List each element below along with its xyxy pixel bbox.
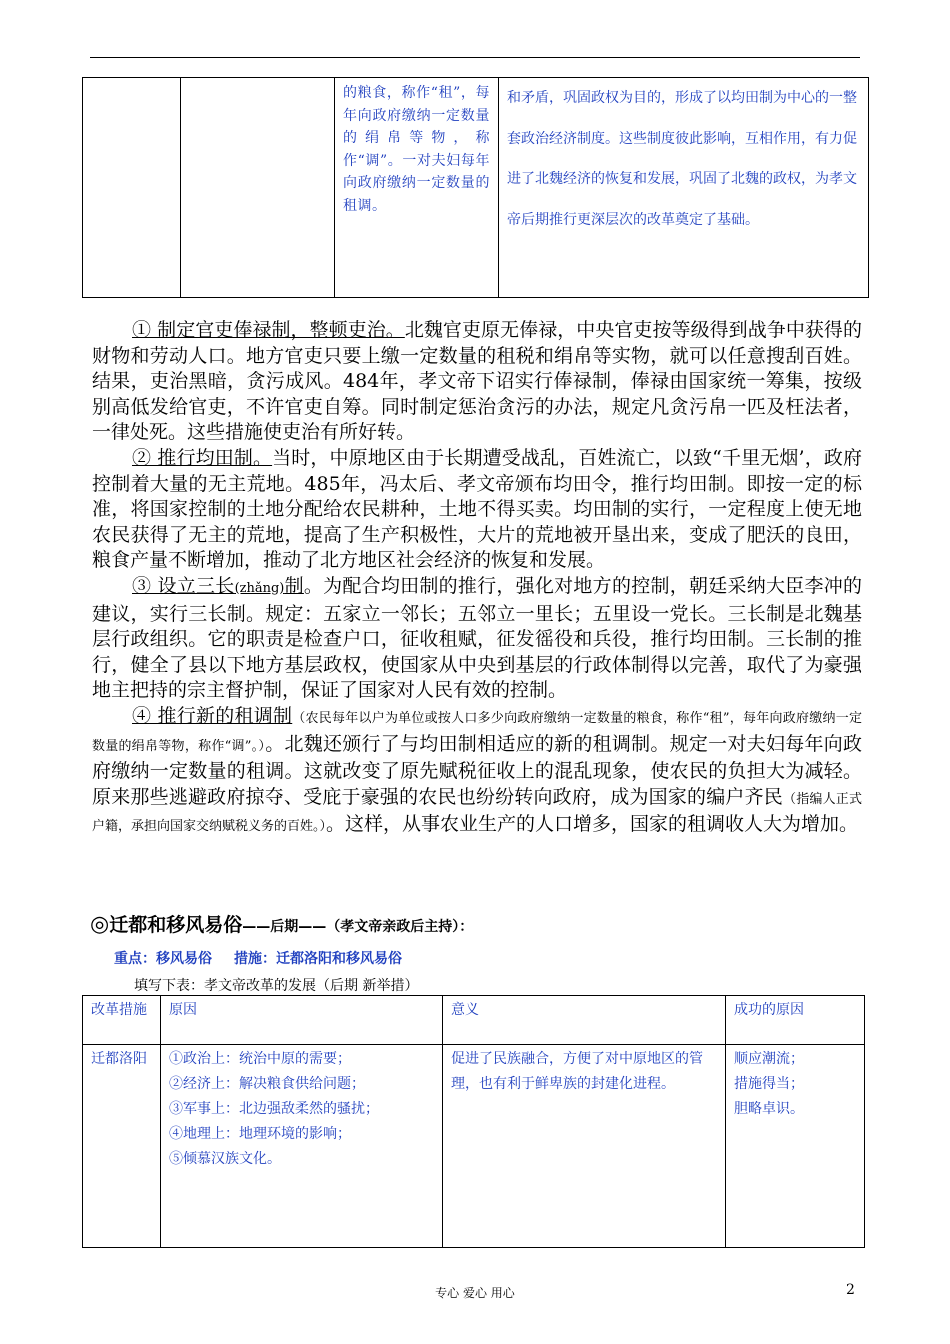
heading-three-chiefs-a: ③ 设立三长 [132,574,235,597]
note-tax-system: （农民每年以户为单位或按人口多少向政府缴纳一定数量的粮食，称作“租”，每年向政府缴纳一定数量的绢帛等物，称作“调”。） [92,710,862,754]
header-measure: 改革措施 [83,996,161,1045]
success-item: 胆略卓识。 [734,1101,804,1117]
cause-item: ①政治上：统治中原的需要； [169,1051,351,1067]
header-success: 成功的原因 [726,996,865,1045]
success-item: 顺应潮流； [734,1051,804,1067]
key-points [114,948,402,968]
measure-label: 措施：迁都洛阳和移风易俗 [234,951,402,967]
reform-paragraphs [92,318,862,840]
paragraph-tax-system [92,704,862,840]
cause-item: ④地理上：地理环境的影响； [169,1126,351,1142]
cell-causes [161,1045,443,1248]
paragraph-equal-field [92,446,862,574]
heading-salary-system: ① 制定官吏俸禄制，整顿吏治。 [132,319,405,341]
header-significance: 意义 [443,996,726,1045]
heading-three-chiefs-b: 制 [284,574,304,597]
heading-tax-system: ④ 推行新的租调制 [132,704,293,727]
section-subtitle: ——后期——（孝文帝亲政后主持）： [242,919,474,935]
cause-item: ②经济上：解决粮食供给问题； [169,1076,365,1092]
header-rule [90,57,860,58]
reform-table [82,995,865,1248]
page-number: 2 [846,1282,855,1298]
cell-success [726,1045,865,1248]
significance-cell: 和矛盾，巩固政权为目的，形成了以均田制为中心的一整套政治经济制度。这些制度彼此影响，互相作用，有力促进了北魏经济的恢复和发展，巩固了北魏的政权，为孝文帝后期推行更深层次的改革奠定了基础。 [499,78,869,298]
section-title: 迁都和移风易俗 [109,914,243,936]
empty-cell-2 [181,78,335,298]
pinyin-zhang: (zhǎng) [234,580,285,596]
bullet-icon: ◎ [90,912,110,937]
continued-table [82,77,869,298]
success-item: 措施得当； [734,1076,804,1092]
table-header-row [83,996,865,1045]
empty-cell-1 [83,78,181,298]
tax-description-cell: 的粮食，称作“租”，每年向政府缴纳一定数量的绢帛等物，称作“调”。一对夫妇每年向政府缴纳一定数量的租调。 [335,78,499,298]
table-row [83,1045,865,1248]
cause-item: ⑤倾慕汉族文化。 [169,1151,281,1167]
paragraph-three-chiefs [92,574,862,704]
cell-measure: 迁都洛阳 [83,1045,161,1248]
heading-three-chiefs [132,575,304,597]
text-tax-system-b: 。这样，从事农业生产的人口增多，国家的租调收人大为增加。 [326,813,859,836]
text-tax-system-a: 。北魏还颁行了与均田制相适应的新的租调制。规定一对夫妇每年向政府缴纳一定数量的租调。这就改变了原先赋税征收上的混乱现象，使农民的负担大为减轻。原来那些逃避政府掠夺、受庇于豪强的农民也纷纷转向政府，成为国家的编户齐民 [92,732,862,808]
header-cause: 原因 [161,996,443,1045]
note-registered-household: （指编人正式户籍，承担向国家交纳赋税义务的百姓。） [92,791,862,835]
paragraph-salary-system [92,318,862,446]
focus-label: 重点：移风易俗 [114,951,212,967]
heading-equal-field: ② 推行均田制。 [132,446,273,469]
cause-item: ③军事上：北边强敌柔然的骚扰； [169,1101,379,1117]
section-heading [90,910,473,937]
cell-significance: 促进了民族融合，方便了对中原地区的管理，也有利于鲜卑族的封建化进程。 [443,1045,726,1248]
fill-prompt: 填写下表：孝文帝改革的发展（后期 新举措） [134,978,419,994]
text-three-chiefs: 。为配合均田制的推行，强化对地方的控制，朝廷采纳大臣李冲的建议，实行三长制。规定：五家立一邻长；五邻立一里长；五里设一党长。三长制是北魏基层行政组织。它的职责是检查户口，征收租赋，征发徭役和兵役，推行均田制。三长制的推行，健全了县以下地方基层政权，使国家从中央到基层的行政体制得以完善，取代了为豪强地主把持的宗主督护制，保证了国家对人民有效的控制。 [92,574,862,702]
text-equal-field: 当时，中原地区由于长期遭受战乱，百姓流亡，以致“千里无烟’，政府控制着大量的无主荒地。485年，冯太后、孝文帝颁布均田令，推行均田制。即按一定的标准，将国家控制的土地分配给农民耕种，土地不得买卖。均田制的实行，一定程度上使无地农民获得了无主的荒地，提高了生产积极性，大片的荒地被开垦出来，变成了肥沃的良田，粮食产量不断增加，推动了北方地区社会经济的恢复和发展。 [92,446,862,572]
footer-motto: 专心 爱心 用心 [435,1286,515,1300]
text-salary-system: 北魏官吏原无俸禄，中央官吏按等级得到战争中获得的财物和劳动人口。地方官吏只要上缴一定数量的租税和绢帛等实物，就可以任意搜刮百姓。结果，吏治黑暗，贪污成风。484年，孝文帝下诏实行俸禄制，俸禄由国家统一筹集，按级别高低发给官吏，不许官吏自筹。同时制定惩治贪污的办法，规定凡贪污帛一匹及枉法者，一律处死。这些措施使吏治有所好转。 [92,319,862,444]
